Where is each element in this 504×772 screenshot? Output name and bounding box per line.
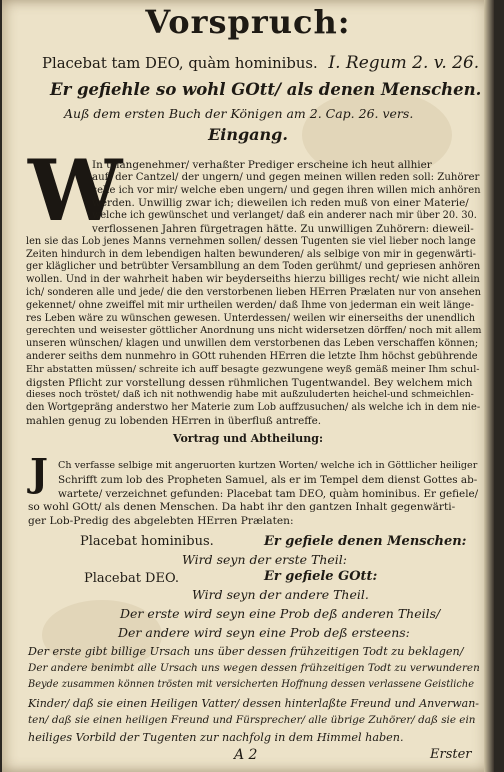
- body-text-line: ger Lob-Predig des abgelebten HErren Prælaten:: [28, 515, 294, 528]
- division-latin-1: Placebat hominibus.: [80, 534, 214, 549]
- german-motto: Er gefiehle so wohl GOtt/ als denen Menschen.: [50, 80, 482, 99]
- body-text-line: Zeiten hindurch in dem lebendigen halten bewunderen/ als selbige von mir in gegenwärti-: [26, 248, 476, 260]
- body-text-line: len sie das Lob jenes Manns vernehmen sollen/ dessen Tugenten sie viel lieber noch lange: [26, 235, 476, 247]
- body-text-line: dieses noch tröstet/ daß ich nit nothwendig habe mit außzuluderten heichel-und schmeichlen-: [26, 389, 474, 401]
- body-text-line: ger kläglicher und betrübter Versambllung an dem Toden gerühmt/ und gepriesen anhören: [26, 261, 481, 273]
- body-text-line: gekennet/ ohne zweiffel mit mir urtheilen werden/ daß Ihme von jederman ein weit länge-: [26, 299, 474, 311]
- division-line-2: Der andere wird seyn eine Prob deß ersteens:: [118, 625, 410, 640]
- body-text-line: werden. Unwillig zwar ich; dieweilen ich reden muß von einer Materie/: [92, 197, 469, 210]
- body-text-line: wollen. Und in der wahrheit haben wir beyderseiths hierzu billiges recht/ wie nicht allein: [26, 274, 480, 286]
- body-text-line: Schrifft zum lob des Propheten Samuel, als er im Tempel dem dienst Gottes ab-: [58, 473, 478, 486]
- body-text-line: unseren wünschen/ klagen und unwillen dem verstorbenen das Leben verschaffen können;: [26, 338, 479, 350]
- body-text-line: mahlen genug zu lobenden HErren in überfluß antreffe.: [26, 415, 322, 427]
- drop-cap-initial-j: J: [30, 450, 48, 495]
- page-title: Vorspruch:: [145, 3, 351, 41]
- closing-text-line: Kinder/ daß sie einen Heiligen Vatter/ dessen hinterlaßte Freund und Anverwan-: [28, 696, 479, 710]
- division-german-2: Er gefiele GOtt:: [264, 569, 378, 584]
- body-text-line: wartete/ verzeichnet gefunden: Placebat tam DEO, quàm hominibus. Er gefiele/: [58, 487, 479, 500]
- drop-cap-initial: W: [28, 141, 123, 240]
- scripture-reference: I. Regum 2. v. 26.: [328, 53, 480, 73]
- body-text-line: gerechten und weisester göttlicher Anordnung uns nicht widersetzen dörffen/ noch mit allem: [26, 325, 482, 337]
- source-line: Auß dem ersten Buch der Königen am 2. Cap. 26. vers.: [64, 106, 414, 121]
- closing-text-line: Beyde zusammen können trösten mit versicherten Hoffnung dessen verlassene Geistliche: [28, 679, 475, 691]
- body-text-line: ich/ sonderen alle und jede/ die den verstorbenen lieben HErren Prælaten nur von ansehen: [26, 287, 481, 298]
- body-text-line: sehe ich vor mir/ welche eben ungern/ und gegen ihren willen mich anhören: [92, 184, 481, 196]
- division-latin-2: Placebat DEO.: [84, 571, 179, 586]
- page-edge: [484, 0, 494, 772]
- division-part-2: Wird seyn der andere Theil.: [192, 587, 369, 602]
- body-text-line: res Leben wäre zu wünschen gewesen. Unterdessen/ weilen wir einerseiths der unendlich: [26, 312, 476, 324]
- division-line-1: Der erste wird seyn eine Prob deß anderen Theils/: [120, 606, 441, 621]
- body-text-line: auff der Cantzel/ der ungern/ und gegen meinen willen reden soll: Zuhörer: [92, 171, 480, 183]
- body-text-line: so wohl GOtt/ als denen Menschen. Da habt ihr den gantzen Inhalt gegenwärti-: [28, 501, 456, 514]
- closing-text-line: ten/ daß sie einen heiligen Freund und Fürsprecher/ alle übrige Zuhörer/ daß sie ein: [28, 713, 476, 726]
- section-heading-vortrag: Vortrag und Abtheilung:: [172, 432, 324, 445]
- division-german-1: Er gefiele denen Menschen:: [264, 534, 467, 549]
- body-text-line: In unangenehmer/ verhaßter Prediger erscheine ich heut allhier: [92, 159, 432, 171]
- body-text-line: den Wortgepräng anderstwo her Materie zum Lob auffzusuchen/ als welche ich in dem nie-: [26, 402, 481, 414]
- closing-text-line: Der erste gibt billige Ursach uns über dessen frühzeitigen Todt zu beklagen/: [28, 645, 464, 658]
- latin-motto: Placebat tam DEO, quàm hominibus. I. Regum 2. v. 26.: [42, 53, 480, 73]
- body-text-line: Ehr abstatten müssen/ schreite ich auff besagte gezwungene weyß gemäß meiner Ihm schul-: [26, 363, 480, 375]
- body-text-line: Ch verfasse selbige mit angeruorten kurtzen Worten/ welche ich in Göttlicher heiliger: [58, 460, 478, 471]
- closing-text-line: heiliges Vorbild der Tugenten zur nachfolg in dem Himmel haben.: [28, 731, 404, 744]
- body-text-line: digsten Pflicht zur vorstellung dessen rühmlichen Tugentwandel. Bey welchem mich: [26, 376, 473, 389]
- body-text-line: welche ich gewünschet und verlanget/ daß ein anderer nach mir über 20. 30.: [92, 210, 477, 222]
- section-heading-eingang: Eingang.: [208, 125, 288, 144]
- division-part-1: Wird seyn der erste Theil:: [182, 552, 347, 567]
- closing-text-line: Der andere benimbt alle Ursach uns wegen dessen frühzeitigen Todt zu verwunderen: [28, 662, 480, 675]
- body-text-line: verflossenen Jahren fürgetragen hätte. Zu unwilligen Zuhörern: dieweil-: [92, 223, 474, 235]
- body-text-line: anderer seiths dem nunmehro in GOtt ruhenden HErren die letzte Ihm höchst gebührende: [26, 351, 478, 362]
- document-page: [2, 0, 494, 772]
- catchword: Erster: [430, 747, 472, 762]
- signature-mark: A 2: [234, 747, 258, 763]
